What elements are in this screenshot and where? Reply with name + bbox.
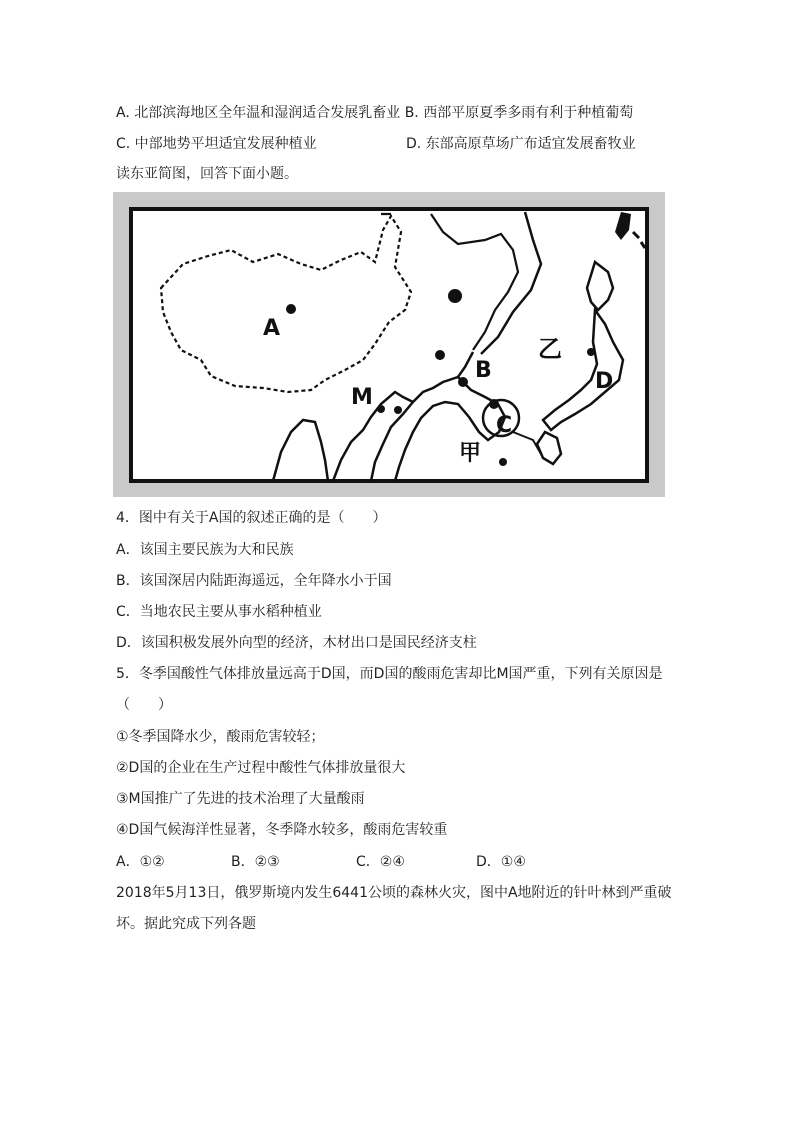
q4-option-b: B．该国深居内陆距海遥远，全年降水小于国	[116, 573, 392, 589]
q3-option-d: D. 东部高原草场广布适宜发展畜牧业	[406, 136, 636, 152]
map-dot-d	[587, 348, 595, 356]
map-dot-m-2	[394, 406, 402, 414]
q3-option-b: B. 西部平原夏季多雨有利于种植葡萄	[404, 105, 634, 121]
q5-statement-1: ①冬季国降水少，酸雨危害较轻；	[116, 729, 325, 745]
q4-stem: 4．图中有关于A国的叙述正确的是（ ）	[116, 510, 387, 526]
map-dot-north-china	[448, 289, 462, 303]
map-dot-korea	[458, 377, 468, 387]
map-label-m: M	[351, 385, 373, 410]
map-dot-m-1	[377, 405, 385, 413]
q3-option-c: C. 中部地势平坦适宜发展种植业	[116, 136, 317, 152]
q5-option-d: D．①④	[476, 854, 526, 870]
q5-option-a: A．①②	[116, 854, 165, 870]
q5-option-b: B．②③	[231, 854, 280, 870]
map-dot-beijing	[435, 350, 445, 360]
q5-stem: 5．冬季国酸性气体排放量远高于D国，而D国的酸雨危害却比M国严重，下列有关原因是	[116, 666, 663, 682]
q5-statement-3: ③M国推广了先进的技术治理了大量酸雨	[116, 791, 365, 807]
map-dot-a	[286, 304, 296, 314]
map-intro-text: 读东亚简图，回答下面小题。	[116, 166, 298, 182]
map-label-c: C	[496, 413, 513, 438]
fire-intro-line-2: 坏。据此究成下列各题	[116, 916, 256, 932]
q3-option-a-b-line	[116, 104, 633, 122]
east-asia-map	[113, 192, 665, 497]
q3-option-a: A. 北部滨海地区全年温和湿润适合发展乳畜业	[116, 105, 401, 121]
map-label-b: B	[475, 358, 492, 383]
q4-option-a: A．该国主要民族为大和民族	[116, 542, 294, 558]
q5-option-c: C．②④	[356, 854, 405, 870]
fire-intro-line-1: 2018年5月13日，俄罗斯境内发生6441公顷的森林火灾，图中A地附近的针叶林到严重破	[116, 885, 672, 901]
map-label-a: A	[263, 316, 281, 341]
map-label-d: D	[595, 369, 614, 394]
q5-statement-2: ②D国的企业在生产过程中酸性气体排放量很大	[116, 760, 406, 776]
q4-option-c: C．当地农民主要从事水稻种植业	[116, 604, 322, 620]
map-label-yi: 乙	[538, 335, 562, 363]
q5-answer-paren: （ ）	[116, 697, 172, 713]
map-dot-south-korea	[499, 458, 507, 466]
q5-statement-4: ④D国气候海洋性显著，冬季降水较多，酸雨危害较重	[116, 822, 448, 838]
map-label-jia: 甲	[459, 441, 482, 466]
map-frame	[131, 209, 647, 481]
q4-option-d: D．该国积极发展外向型的经济，木材出口是国民经济支柱	[116, 635, 477, 651]
